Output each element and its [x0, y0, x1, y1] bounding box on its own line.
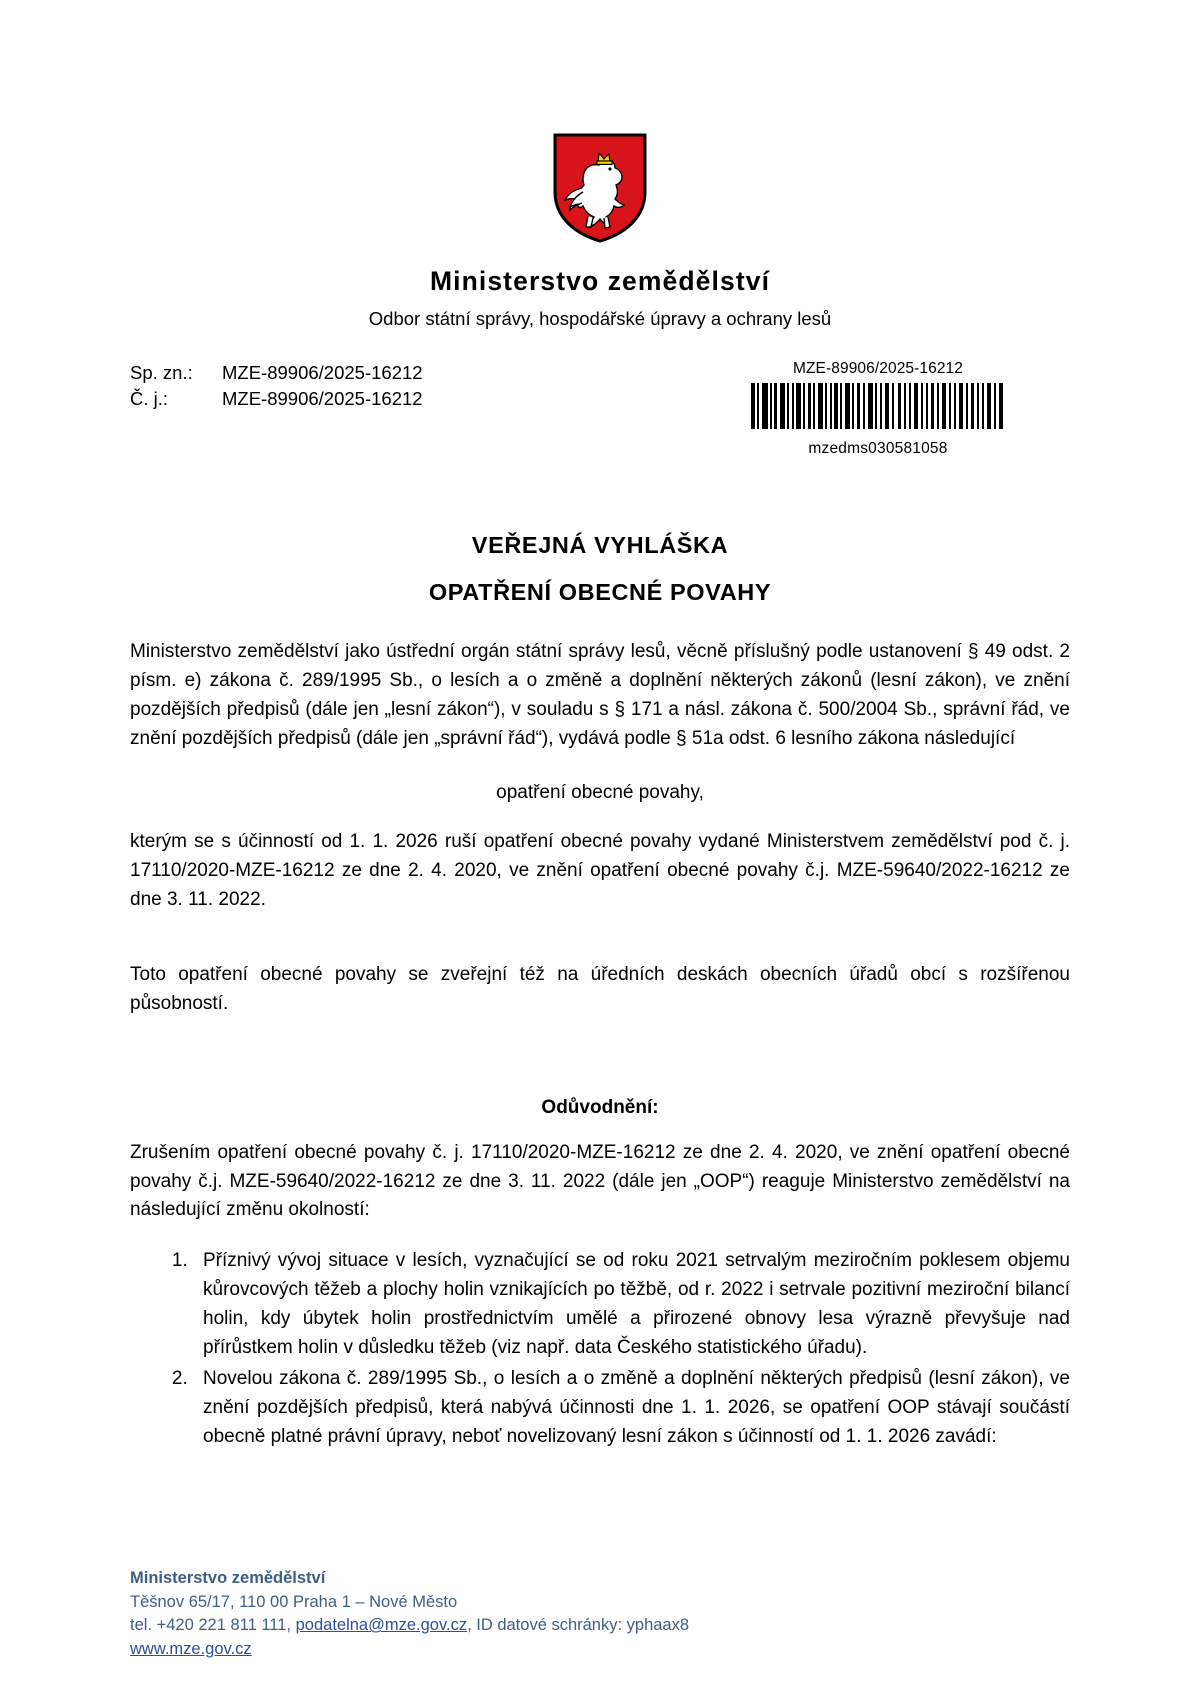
footer-organisation: Ministerstvo zemědělství: [130, 1569, 326, 1588]
barcode-icon: [751, 383, 1005, 429]
document-title-secondary: OPATŘENÍ OBECNÉ POVAHY: [428, 578, 772, 605]
sp-zn-label: Sp. zn.:: [130, 361, 193, 383]
reasoning-list: [130, 1247, 1070, 1451]
czech-coat-of-arms-icon: [552, 132, 648, 244]
centered-measure-phrase: opatření obecné povahy,: [496, 782, 704, 804]
footer-address: Těšnov 65/17, 110 00 Praha 1 – Nové Město: [130, 1592, 458, 1611]
barcode-number: MZE-89906/2025-16212: [792, 359, 964, 377]
reference-zone: [130, 360, 1070, 480]
body-paragraph-3: Toto opatření obecné povahy se zveřejní též na úředních deskách obecních úřadů obcí s rozšířenou působností.: [130, 963, 1070, 1014]
document-title-primary: VEŘEJNÁ VYHLÁŠKA: [471, 531, 729, 558]
document-footer: [130, 1567, 1070, 1661]
reasoning-heading: Odůvodnění:: [541, 1096, 659, 1118]
ministry-title: Ministerstvo zemědělství: [429, 266, 771, 296]
emblem-container: [130, 0, 1070, 244]
c-j-label: Č. j.:: [130, 388, 169, 410]
barcode-code: mzedms030581058: [808, 439, 948, 457]
sp-zn-value: MZE-89906/2025-16212: [222, 361, 423, 383]
c-j-value: MZE-89906/2025-16212: [222, 388, 423, 410]
barcode-block: [748, 360, 1008, 458]
list-item: 2. Novelou zákona č. 289/1995 Sb., o lesích a o změně a doplnění některých předpisů (lesní zákon), ve znění pozdějších předpisů, která nabývá účinnosti dne 1. 1. 2026, se opatření OOP stávají součástí obecně platné právní úpravy, neboť novelizovaný lesní zákon s účinností od 1. 1. 2026 zavádí:: [193, 1365, 1070, 1452]
footer-email-link[interactable]: podatelna@mze.gov.cz: [295, 1616, 468, 1635]
reasoning-intro: Zrušením opatření obecné povahy č. j. 17110/2020-MZE-16212 ze dne 2. 4. 2020, ve znění opatření obecné povahy č.j. MZE-59640/2022-16212 ze dne 3. 11. 2022 (dále jen „OOP“) reaguje Ministerstvo zemědělství na následující změnu okolností:: [130, 1141, 1070, 1221]
footer-website-link[interactable]: www.mze.gov.cz: [130, 1639, 252, 1658]
list-item: 1. Příznivý vývoj situace v lesích, vyznačující se od roku 2021 setrvalým meziročním poklesem objemu kůrovcových těžeb a plochy holin vznikajících po těžbě, od r. 2022 i setrvale pozitivní meziroční bilancí holin, kdy úbytek holin prostřednictvím umělé a přirozené obnovy lesa výrazně převyšuje nad přírůstkem holin v důsledku těžeb (viz např. data Českého statistického úřadu).: [193, 1247, 1070, 1363]
ministry-department: Odbor státní správy, hospodářské úpravy a ochrany lesů: [368, 307, 832, 329]
footer-databox: , ID datové schránky: yphaax8: [467, 1616, 690, 1635]
body-paragraph-1: Ministerstvo zemědělství jako ústřední orgán státní správy lesů, věcně příslušný podle ustanovení § 49 odst. 2 písm. e) zákona č. 289/1995 Sb., o lesích a o změně a doplnění některých zákonů (lesní zákon), ve znění pozdějších předpisů (dále jen „lesní zákon“), v souladu s § 171 a násl. zákona č. 500/2004 Sb., správní řád, ve znění pozdějších předpisů (dále jen „správní řád“), vydává podle § 51a odst. 6 lesního zákona následující: [130, 640, 1070, 749]
footer-contact-line: [130, 1614, 1070, 1637]
body-paragraph-2: kterým se s účinností od 1. 1. 2026 ruší opatření obecné povahy vydané Ministerstvem zemědělství pod č. j. 17110/2020-MZE-16212 ze dne 2. 4. 2020, ve znění opatření obecné povahy č.j. MZE-59640/2022-16212 ze dne 3. 11. 2022.: [130, 831, 1070, 911]
footer-phone: tel. +420 221 811 111,: [130, 1616, 296, 1635]
